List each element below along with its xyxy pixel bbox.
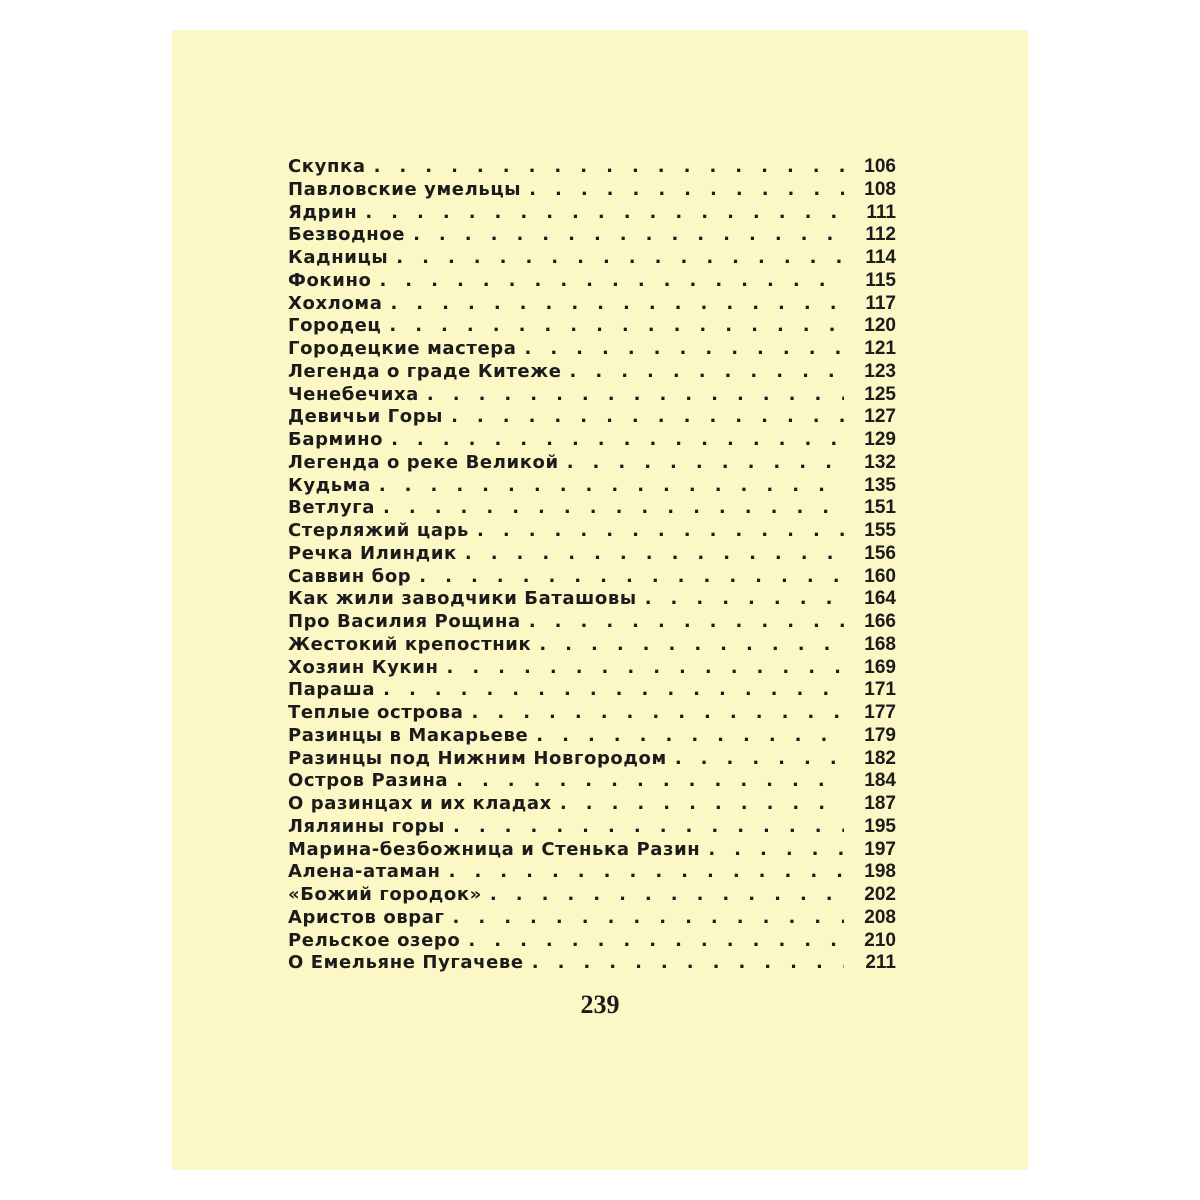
toc-entry-title: Жестокий крепостник xyxy=(288,633,532,655)
toc-entry xyxy=(288,429,896,452)
toc-entry xyxy=(288,247,896,270)
dot-leader xyxy=(464,702,844,723)
toc-entry-page: 195 xyxy=(864,815,896,837)
toc-entry-page: 120 xyxy=(864,315,896,337)
toc-entry-page: 168 xyxy=(864,633,896,655)
toc-entry-title: Параша xyxy=(288,679,376,701)
dot-leader xyxy=(562,361,844,382)
toc-entry-page: 169 xyxy=(864,656,896,678)
toc-entry-page: 198 xyxy=(864,861,896,883)
toc-entry xyxy=(288,679,896,702)
toc-entry xyxy=(288,930,896,953)
toc-entry-page: 155 xyxy=(864,520,896,541)
dot-leader xyxy=(383,429,844,450)
toc-entry-title: Аристов овраг xyxy=(288,906,445,928)
dot-leader xyxy=(388,247,844,268)
dot-leader xyxy=(552,793,844,814)
dot-leader xyxy=(439,657,845,678)
toc-entry-title: Хозяин Кукин xyxy=(288,656,439,678)
toc-entry-title: Саввин бор xyxy=(288,565,412,587)
toc-entry xyxy=(288,907,896,930)
dot-leader xyxy=(441,861,844,882)
toc-entry-title: Алена-атаман xyxy=(288,861,441,883)
toc-entry-page: 164 xyxy=(864,588,896,610)
toc-entry xyxy=(288,702,896,725)
toc-entry xyxy=(288,497,896,520)
toc-entry xyxy=(288,338,896,361)
dot-leader xyxy=(457,543,844,564)
toc-entry-page: 127 xyxy=(864,406,896,428)
dot-leader xyxy=(521,179,844,200)
toc-entry-page: 125 xyxy=(864,383,896,405)
toc-entry xyxy=(288,315,896,338)
dot-leader xyxy=(521,611,844,632)
dot-leader xyxy=(371,270,844,291)
toc-entry-title: Бармино xyxy=(288,429,384,450)
toc-entry-title: Ядрин xyxy=(288,201,358,223)
dot-leader xyxy=(405,224,844,245)
dot-leader xyxy=(371,475,844,496)
dot-leader xyxy=(516,338,844,359)
toc-entry-title: Остров Разина xyxy=(288,770,449,792)
toc-entry-page: 108 xyxy=(864,178,896,200)
toc-entry-title: Рельское озеро xyxy=(288,929,461,951)
toc-entry-page: 210 xyxy=(864,929,896,951)
toc-entry-page: 151 xyxy=(864,497,896,519)
toc-entry xyxy=(288,884,896,907)
toc-entry-page: 111 xyxy=(866,201,896,223)
toc-entry-page: 160 xyxy=(864,565,896,587)
toc-entry-page: 135 xyxy=(864,474,896,496)
toc-entry xyxy=(288,270,896,293)
book-page xyxy=(172,30,1028,1170)
toc-entry-title: Городецкие мастера xyxy=(288,338,517,359)
toc-entry xyxy=(288,543,896,566)
toc-entry xyxy=(288,156,896,179)
dot-leader xyxy=(445,816,844,837)
toc-entry-title: О разинцах и их кладах xyxy=(288,793,552,814)
toc-entry xyxy=(288,361,896,384)
dot-leader xyxy=(637,588,844,609)
toc-entry-page: 114 xyxy=(865,247,896,268)
toc-entry-page: 171 xyxy=(864,679,896,701)
toc-entry-page: 197 xyxy=(864,838,896,860)
toc-entry-title: Разинцы в Макарьеве xyxy=(288,724,529,746)
toc-entry-title: Девичьи Горы xyxy=(288,406,444,428)
toc-entry-page: 121 xyxy=(864,338,896,359)
toc-entry xyxy=(288,861,896,884)
table-of-contents xyxy=(288,156,896,975)
toc-entry xyxy=(288,475,896,498)
dot-leader xyxy=(531,634,844,655)
toc-entry xyxy=(288,179,896,202)
toc-entry-title: Легенда о граде Китеже xyxy=(288,360,562,382)
toc-entry-title: Речка Илиндик xyxy=(288,542,457,564)
toc-entry-page: 166 xyxy=(864,611,896,632)
toc-entry-page: 177 xyxy=(864,702,896,723)
toc-entry-title: Фокино xyxy=(288,269,372,291)
toc-entry-page: 156 xyxy=(864,542,896,564)
dot-leader xyxy=(357,202,844,223)
toc-entry-page: 106 xyxy=(864,156,896,177)
toc-entry-title: «Божий городок» xyxy=(288,884,482,905)
toc-entry xyxy=(288,952,896,975)
toc-entry-title: Скупка xyxy=(288,156,366,177)
toc-entry xyxy=(288,793,896,816)
dot-leader xyxy=(667,748,844,769)
toc-entry xyxy=(288,452,896,475)
dot-leader xyxy=(482,884,844,905)
toc-entry xyxy=(288,725,896,748)
toc-entry-page: 211 xyxy=(865,952,896,974)
toc-entry-title: Безводное xyxy=(288,224,406,246)
toc-entry xyxy=(288,293,896,316)
toc-entry-page: 202 xyxy=(864,884,896,905)
toc-entry xyxy=(288,839,896,862)
toc-entry xyxy=(288,770,896,793)
toc-entry xyxy=(288,520,896,543)
toc-entry xyxy=(288,588,896,611)
toc-entry-title: Кадницы xyxy=(288,247,389,268)
dot-leader xyxy=(382,293,844,314)
toc-entry-page: 123 xyxy=(864,360,896,382)
toc-entry xyxy=(288,748,896,771)
dot-leader xyxy=(411,566,844,587)
toc-entry-title: Легенда о реке Великой xyxy=(288,451,559,473)
toc-entry-page: 117 xyxy=(865,292,896,314)
toc-entry xyxy=(288,202,896,225)
dot-leader xyxy=(524,952,844,973)
toc-entry-page: 132 xyxy=(864,451,896,473)
toc-entry-title: Про Василия Рощина xyxy=(288,611,521,632)
toc-entry xyxy=(288,384,896,407)
dot-leader xyxy=(381,315,844,336)
toc-entry-title: Теплые острова xyxy=(288,702,464,723)
toc-entry-title: Ветлуга xyxy=(288,497,376,519)
toc-entry xyxy=(288,406,896,429)
dot-leader xyxy=(366,156,844,177)
dot-leader xyxy=(443,406,844,427)
toc-entry xyxy=(288,611,896,634)
toc-entry-title: Ляляины горы xyxy=(288,815,445,837)
toc-entry-title: Кудьма xyxy=(288,474,371,496)
toc-entry xyxy=(288,224,896,247)
toc-entry-title: Ченебечиха xyxy=(288,383,419,405)
page-number: 239 xyxy=(580,990,620,1019)
toc-entry-title: Городец xyxy=(288,315,382,337)
dot-leader xyxy=(375,497,844,518)
toc-entry-page: 187 xyxy=(864,793,896,814)
toc-entry-title: О Емельяне Пугачеве xyxy=(288,952,524,974)
dot-leader xyxy=(375,679,844,700)
dot-leader xyxy=(559,452,844,473)
toc-entry-title: Как жили заводчики Баташовы xyxy=(288,588,637,610)
dot-leader xyxy=(528,725,844,746)
dot-leader xyxy=(448,770,844,791)
toc-entry xyxy=(288,634,896,657)
toc-entry-title: Марина-безбожница и Стенька Разин xyxy=(288,838,701,860)
dot-leader xyxy=(700,839,844,860)
toc-entry-title: Хохлома xyxy=(288,292,383,314)
toc-entry-page: 182 xyxy=(864,747,896,769)
dot-leader xyxy=(460,930,844,951)
dot-leader xyxy=(419,384,844,405)
toc-entry-page: 208 xyxy=(864,906,896,928)
toc-entry-page: 184 xyxy=(864,770,896,792)
toc-entry-title: Стерляжий царь xyxy=(288,520,470,541)
toc-entry xyxy=(288,566,896,589)
toc-entry-page: 129 xyxy=(864,429,896,450)
toc-entry-page: 112 xyxy=(865,224,896,246)
toc-entry-page: 179 xyxy=(864,724,896,746)
dot-leader xyxy=(445,907,844,928)
toc-entry-page: 115 xyxy=(865,269,896,291)
toc-entry xyxy=(288,657,896,680)
dot-leader xyxy=(469,520,844,541)
toc-entry-title: Павловские умельцы xyxy=(288,178,522,200)
toc-entry-title: Разинцы под Нижним Новгородом xyxy=(288,747,667,769)
toc-entry xyxy=(288,816,896,839)
